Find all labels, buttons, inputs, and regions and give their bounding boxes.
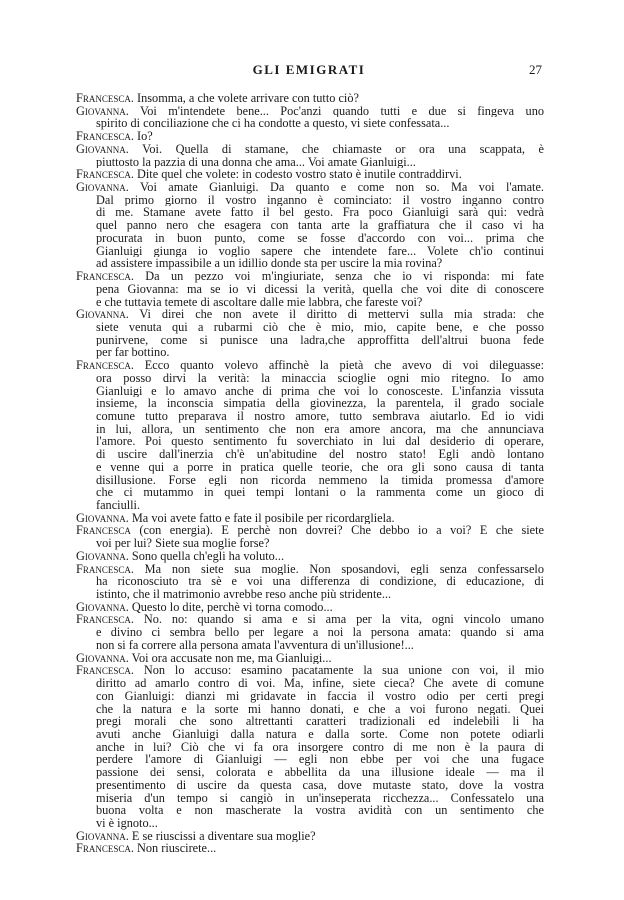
text-line [76, 397, 544, 410]
text-line [76, 486, 544, 499]
text-line [76, 270, 544, 283]
text-line [76, 499, 544, 512]
text-line [76, 474, 544, 487]
line-text: Questo lo dite, perchè vi torna comodo... [128, 600, 333, 614]
line-text: Gianluigi giunga io voglio sapere che intendete fare... Volete ch'io continui [96, 244, 544, 258]
line-text: con Gianluigi: dianzi mi gridavate in faccia il vostro odio per certi pregi [96, 689, 544, 703]
line-text: pregi morali che sono altrettanti caratteri tradizionali ed indelebili li ha [96, 715, 544, 728]
speaker-name: Francesca. [76, 664, 134, 678]
text-line [76, 728, 544, 741]
speaker-name: Francesca. [76, 842, 134, 856]
speaker-name: Giovanna. [76, 600, 129, 614]
text-line [76, 690, 544, 703]
text-line [76, 677, 544, 690]
line-text: perdere l'amore di Gianluigi — egli non ebbe per voi che una fugace [96, 753, 544, 767]
text-line [76, 842, 544, 855]
text-line [76, 321, 544, 334]
text-line [76, 168, 544, 181]
line-text: siete venuta qui a rubarmi ciò che è mio, mio, capite bene, e che posso [96, 320, 544, 334]
line-text: diritto ad amarlo contro di voi. Ma, infine, siete cieca? Che avete di comune [96, 677, 544, 690]
text-line [76, 652, 544, 665]
speaker-name: Francesca. [76, 130, 134, 143]
text-line [76, 575, 544, 588]
text-line [76, 537, 544, 550]
text-line [76, 766, 544, 779]
running-header [76, 62, 542, 80]
line-text: avuti anche Gianluigi dalla natura e dalla sorte. Come non potete odiarli [96, 727, 544, 741]
text-line [76, 385, 544, 398]
text-line [76, 804, 544, 817]
text-line [76, 639, 544, 652]
text-line [76, 703, 544, 716]
text-line [76, 245, 544, 258]
line-text: Io? [133, 130, 153, 143]
speaker-name: Francesca [76, 524, 131, 538]
text-line [76, 346, 544, 359]
text-line [76, 206, 544, 219]
text-line [76, 296, 544, 309]
line-text: per far bottino. [96, 346, 170, 360]
text-line [76, 779, 544, 792]
line-text: istinto, che il matrimonio avrebbe reso anche più stridente... [96, 588, 392, 601]
line-text: di me. Stamane avete fatto il bel gesto. Fra poco Gianluigi sarà qui: vedrà [96, 206, 544, 220]
page-number: 27 [529, 62, 542, 77]
text-line [76, 524, 544, 537]
line-text: Voi ora accusate non me, ma Gianluigi... [128, 651, 332, 665]
line-text: Voi. Quella di stamane, che chiamaste or ora una scappata, è [128, 142, 544, 156]
line-text: ad assistere impassibile a un idillio donde sta per uscire la mia rovina? [96, 257, 443, 271]
speaker-name: Francesca. [76, 270, 134, 283]
text-line [76, 283, 544, 296]
line-text: spirito di conciliazione che ci ha condotte a questo, vi siete confessata... [96, 117, 450, 131]
speaker-name: Giovanna. [76, 308, 129, 321]
speaker-name: Francesca. [76, 562, 134, 576]
text-line [76, 181, 544, 194]
text-line [76, 715, 544, 728]
page-header-title: GLI EMIGRATI [252, 62, 366, 77]
speaker-name: Giovanna. [76, 511, 129, 525]
speaker-name: Francesca. [76, 168, 134, 182]
line-text: non si fa correre alla persona amata l'avventura di un'illusione!... [96, 638, 414, 652]
line-text: Vi direi che non avete il diritto di mettervi sulla mia strada: che [128, 308, 544, 321]
line-text: Dite quel che volete: in codesto vostro stato è inutile contraddirvi. [133, 168, 462, 182]
line-text: disillusione. Forse egli non ricorda nemmeno la timida promessa d'amore [96, 473, 544, 487]
line-text: Insomma, a che volete arrivare con tutto ciò? [133, 92, 359, 105]
text-line [76, 588, 544, 601]
text-line [76, 601, 544, 614]
line-text: e che tuttavia temete di ascoltare dalle mie labbra, che fareste voi? [96, 295, 423, 309]
text-line [76, 563, 544, 576]
line-text: Voi m'intendete bene... Poc'anzi quando tutti e due si fingeva uno [128, 104, 544, 118]
speaker-name: Giovanna. [76, 181, 129, 194]
line-text: Non riuscirete... [133, 842, 217, 856]
text-line [76, 92, 544, 105]
line-text: passione dei sensi, colorata e abbellita da una illusione ideale — ma il [96, 766, 544, 779]
line-text: Sono quella ch'egli ha voluto... [128, 549, 285, 563]
line-text: voi per lui? Siete sua moglie forse? [96, 537, 270, 550]
speaker-name: Francesca. [76, 359, 134, 372]
text-line [76, 423, 544, 436]
speaker-name: Giovanna. [76, 829, 129, 843]
line-text: punirvene, come si punisce una ladra,che approffitta dell'altrui buona fede [96, 333, 544, 347]
text-line [76, 232, 544, 245]
line-text: che ci mutammo in quei tempi lontani o la rammenta come un gioco di [96, 486, 544, 499]
line-text: No. no: quando si ama e si ama per la vita, ogni vincolo umano [133, 613, 544, 627]
line-text: ha riconosciuto tra sè e voi una differenza di condizione, di educazione, di [96, 575, 544, 589]
line-text: Gianluigi e lo amavo anche di prima che voi lo conosceste. L'infanzia vissuta [96, 384, 544, 398]
text-line [76, 435, 544, 448]
text-line [76, 741, 544, 754]
text-line [76, 613, 544, 626]
line-text: e divino ci sembra bello per legare a noi la persona amata: quando si ama [96, 626, 544, 639]
line-text: buona volta e non mascherate la vostra avidità con un sentimento che [96, 804, 544, 817]
line-text: Ecco quanto volevo affinchè la pietà che avevo di voi dileguasse: [133, 359, 544, 372]
text-line [76, 143, 544, 156]
text-line [76, 130, 544, 143]
speaker-name: Giovanna. [76, 549, 129, 563]
line-text: (con energia). E perchè non dovrei? Che debbo io a voi? E che siete [130, 524, 544, 538]
text-line [76, 257, 544, 270]
line-text: procurata in buon punto, come se fosse d'accordo con voi... prima che [96, 231, 544, 245]
line-text: miseria d'un tempo si cangiò in un'inseperata ricchezza... Confessatelo una [96, 791, 544, 805]
text-line [76, 830, 544, 843]
text-line [76, 117, 544, 130]
text-line [76, 550, 544, 563]
text-line [76, 334, 544, 347]
line-text: che la natura e la sorte mi hanno donati, e che a voi furono negati. Quei [96, 702, 544, 716]
text-line [76, 410, 544, 423]
line-text: Ma voi avete fatto e fate il posibile per ricordargliela. [128, 511, 395, 525]
line-text: comune tutto preparava il nostro amore, tutto sembrava aiutarlo. Ed io vidi [96, 409, 544, 423]
text-line [76, 219, 544, 232]
line-text: Voi amate Gianluigi. Da quanto e come non so. Ma voi l'amate. [128, 181, 544, 194]
line-text: vi è ignoto... [96, 816, 158, 830]
speaker-name: Giovanna. [76, 651, 129, 665]
text-line [76, 817, 544, 830]
line-text: Da un pezzo voi m'ingiuriate, senza che io vi risponda: mi fate [133, 270, 544, 283]
line-text: Non lo accuso: esamino pacatamente la sua unione con voi, il mio [133, 664, 544, 678]
speaker-name: Francesca. [76, 92, 134, 105]
line-text: anche in lui? Ciò che vi fa ora insorgere contro di me non è la paura di [96, 740, 544, 754]
text-line [76, 156, 544, 169]
line-text: piuttosto la pazzia di una donna che ama... Voi amate Gianluigi... [96, 155, 416, 169]
speaker-name: Giovanna. [76, 142, 129, 156]
text-line [76, 359, 544, 372]
line-text: presentimento di uscire da questa casa, dove mutaste stato, dove la vostra [96, 778, 544, 792]
line-text: fanciulli. [96, 499, 141, 512]
text-line [76, 512, 544, 525]
speaker-name: Giovanna. [76, 104, 129, 118]
text-line [76, 105, 544, 118]
text-line [76, 792, 544, 805]
line-text: pena Giovanna: ma se io vi dicessi la verità, quella che voi dite di conoscere [96, 282, 544, 296]
line-text: di uscire dall'inerzia ch'è un'abitudine del nostro stato! Egli andò lontano [96, 448, 544, 461]
speaker-name: Francesca. [76, 613, 134, 627]
text-line [76, 753, 544, 766]
line-text: quel panno nero che esagera con tanta arte la graffiatura che il caso vi ha [96, 219, 544, 232]
text-line [76, 308, 544, 321]
line-text: Dal primo giorno il vostro inganno è cominciato: il vostro inganno contro [96, 193, 544, 207]
line-text: ora posso dirvi la verità: la minaccia scioglie ogni mio ritegno. Io amo [96, 371, 544, 385]
dialogue-text [76, 92, 544, 855]
text-line [76, 664, 544, 677]
text-line [76, 194, 544, 207]
text-line [76, 461, 544, 474]
text-line [76, 448, 544, 461]
line-text: e venne qui a porre in pratica quelle teorie, che ora gli sono causa di tanta [96, 460, 544, 474]
line-text: in lui, allora, un sentimento che non era amore ancora, ma che annunciava [96, 422, 544, 436]
line-text: l'amore. Poi questo sentimento fu soverchiato in lui dal desiderio di operare, [96, 435, 544, 449]
text-line [76, 626, 544, 639]
line-text: insieme, la inconscia simpatia della giovinezza, la parentela, il grado sociale [96, 397, 544, 410]
text-line [76, 372, 544, 385]
line-text: Ma non siete sua moglie. Non sposandovi, egli senza confessarselo [133, 562, 544, 576]
line-text: E se riuscissi a diventare sua moglie? [128, 829, 316, 843]
